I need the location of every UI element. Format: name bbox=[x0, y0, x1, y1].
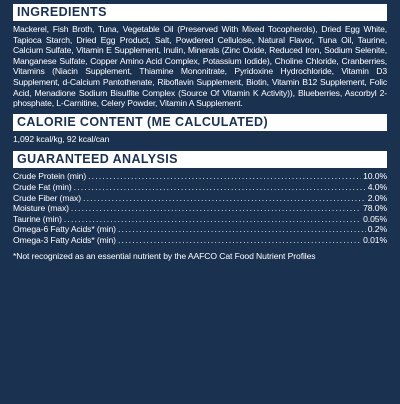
dot-leader bbox=[118, 224, 366, 235]
aafco-footnote: *Not recognized as an essential nutrient by the AAFCO Cat Food Nutrient Profiles bbox=[13, 250, 316, 261]
analysis-row bbox=[13, 193, 387, 204]
analysis-value: 0.2% bbox=[367, 224, 387, 235]
guaranteed-analysis-heading: GUARANTEED ANALYSIS bbox=[13, 151, 387, 168]
analysis-row bbox=[13, 214, 387, 225]
analysis-value: 4.0% bbox=[367, 181, 387, 192]
calorie-content-text: 1,092 kcal/kg, 92 kcal/can bbox=[13, 133, 110, 144]
analysis-label: Crude Protein (min) bbox=[13, 171, 87, 182]
analysis-row bbox=[13, 235, 387, 246]
guaranteed-analysis-list bbox=[13, 171, 387, 245]
analysis-value: 78.0% bbox=[363, 203, 387, 214]
nutrition-panel bbox=[0, 4, 400, 404]
dot-leader bbox=[74, 182, 366, 193]
calorie-content-heading: CALORIE CONTENT (ME CALCULATED) bbox=[13, 114, 387, 131]
analysis-label: Taurine (min) bbox=[13, 213, 62, 224]
analysis-value: 0.01% bbox=[363, 234, 387, 245]
analysis-row bbox=[13, 182, 387, 193]
dot-leader bbox=[64, 214, 361, 225]
analysis-value: 10.0% bbox=[363, 171, 387, 182]
ingredients-text: Mackerel, Fish Broth, Tuna, Vegetable Oil (Preserved With Mixed Tocopherols), Dried Egg White, Tapioca Starch, Dried Egg Product, Salt, Powdered Cellulose, Natural Flavor, Tuna Oil, Taurine, Calcium Sulfate, Vitamin E Supplement, Inulin, Minerals (Zinc Oxide, Reduced Iron, Sodium Selenite, Manganese Sulfate, Copper Amino Acid Complex, Potassium Iodide), Choline Chloride, Cranberries, Vitamins (Niacin Supplement, Thiamine Mononitrate, Pyridoxine Hydrochloride, Vitamin D3 Supplement, d-Calcium Pantothenate, Riboflavin Supplement, Biotin, Vitamin B12 Supplement, Folic Acid, Menadione Sodium Bisulfite Complex (Source Of Vitamin K Activity)), Blueberries, Ascorbyl 2-phosphate, L-Carnitine, Celery Powder, Vitamin A Supplement. bbox=[13, 24, 387, 109]
analysis-value: 2.0% bbox=[367, 192, 387, 203]
analysis-row bbox=[13, 224, 387, 235]
dot-leader bbox=[118, 235, 361, 246]
analysis-row bbox=[13, 171, 387, 182]
dot-leader bbox=[71, 203, 361, 214]
dot-leader bbox=[88, 171, 361, 182]
analysis-row bbox=[13, 203, 387, 214]
ingredients-heading: INGREDIENTS bbox=[13, 4, 387, 21]
analysis-label: Omega-3 Fatty Acids* (min) bbox=[13, 234, 116, 245]
analysis-value: 0.05% bbox=[363, 213, 387, 224]
analysis-label: Crude Fat (min) bbox=[13, 181, 72, 192]
analysis-label: Moisture (max) bbox=[13, 203, 69, 214]
analysis-label: Crude Fiber (max) bbox=[13, 192, 82, 203]
dot-leader bbox=[83, 193, 366, 204]
analysis-label: Omega-6 Fatty Acids* (min) bbox=[13, 224, 116, 235]
